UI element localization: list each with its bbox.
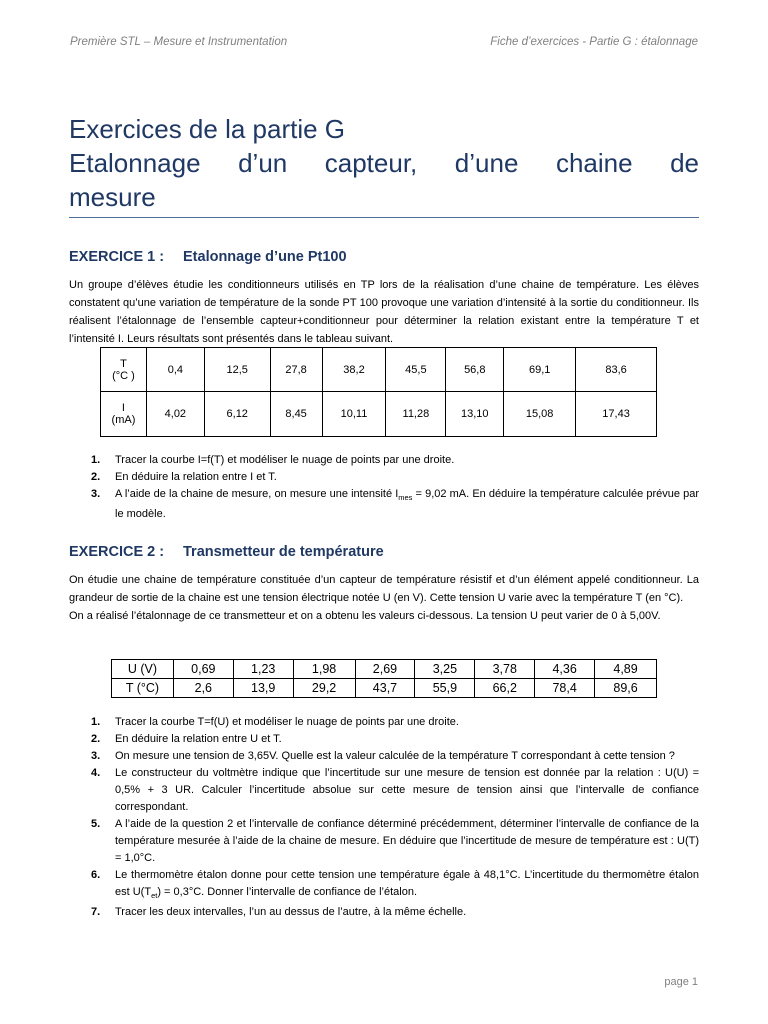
question-item: 5. A l’aide de la question 2 et l’intervalle de confiance déterminé précédemment, déterminer l’intervalle de confiance de la température mesurée à l’aide de la chaine de mesure. En déduire que l’incertitude de mesure de température est : U(T) = 1,0°C.	[91, 818, 699, 864]
table-row-temperature	[112, 679, 657, 698]
table-cell: 3,78	[475, 660, 535, 679]
page-title	[69, 112, 699, 214]
question-item: 1. Tracer la courbe T=f(U) et modéliser le nuage de points par une droite.	[91, 716, 459, 728]
table-cell: 66,2	[475, 679, 535, 698]
table-row-header: T (°C)	[112, 679, 174, 698]
table-cell: 13,10	[446, 392, 504, 437]
exercise-2-table	[111, 659, 657, 698]
exercise-2-intro-text-1: On étudie une chaine de température constituée d’un capteur de température résistif et d’un élément appelé conditionneur. La grandeur de sortie de la chaine est une tension électrique notée U (en V). Cette tension U varie avec la température T (en °C).	[69, 574, 699, 604]
header-right: Fiche d’exercices - Partie G : étalonnage	[490, 36, 698, 48]
page-number: page 1	[664, 976, 698, 988]
table-cell: 6,12	[204, 392, 270, 437]
question-item: 7. Tracer les deux intervalles, l’un au dessus de l’autre, à la même échelle.	[91, 906, 467, 919]
table-cell: 27,8	[270, 348, 322, 392]
question-item: 6. Le thermomètre étalon donne pour cette tension une température égale à 48,1°C. L’incertitude du thermomètre étalon est $U(T_{et}) = 0,3^\circ C$. Donner l’intervalle de confiance de l’étalon.	[91, 869, 699, 901]
header-left: Première STL – Mesure et Instrumentation	[70, 36, 288, 48]
table-row-header: I (mA)	[101, 392, 147, 437]
table-cell: 38,2	[322, 348, 386, 392]
question-item: 1. Tracer la courbe I=f(T) et modéliser le nuage de points par une droite.	[91, 454, 455, 466]
question-item: 3. On mesure une tension de 3,65V. Quelle est la valeur calculée de la température T correspondant à cette tension ?	[91, 750, 675, 762]
table-cell: 45,5	[386, 348, 446, 392]
table-cell: 1,98	[293, 660, 355, 679]
exercise-2-intro-text-2: On a réalisé l’étalonnage de ce transmetteur et on a obtenu les valeurs ci-dessous. La tension U peut varier de 0 à 5,00V.	[69, 610, 661, 622]
table-cell: 3,25	[415, 660, 475, 679]
table-row-tension	[112, 660, 657, 679]
question-item: 4. Le constructeur du voltmètre indique que l’incertitude sur une mesure de tension est donnée par la relation : U(U) = 0,5% + 3 UR. Calculer l’incertitude absolue sur cette mesure de tension ainsi que l’intervalle de confiance correspondant.	[91, 767, 699, 813]
exercise-1-title: Etalonnage d’une Pt100	[183, 249, 347, 265]
exercise-1-intro	[69, 276, 699, 348]
exercise-2-questions	[69, 714, 699, 921]
exercise-1-questions	[69, 452, 699, 523]
exercise-2-number: EXERCICE 2 :	[69, 544, 165, 560]
table-cell: 2,69	[355, 660, 415, 679]
table-cell: 83,6	[576, 348, 657, 392]
title-line-2: Etalonnage d’un capteur, d’une chaine de	[69, 148, 699, 178]
exercise-1-heading	[69, 249, 347, 265]
table-cell: 13,9	[233, 679, 293, 698]
table-cell: 17,43	[576, 392, 657, 437]
title-divider	[69, 217, 699, 218]
title-line-3: mesure	[69, 182, 156, 212]
table-cell: 11,28	[386, 392, 446, 437]
table-cell: 8,45	[270, 392, 322, 437]
exercise-2-title: Transmetteur de température	[183, 544, 384, 560]
table-row-header: T (°C )	[101, 348, 147, 392]
table-cell: 0,4	[146, 348, 204, 392]
table-cell: 10,11	[322, 392, 386, 437]
table-cell: 4,36	[535, 660, 595, 679]
exercise-1-number: EXERCICE 1 :	[69, 249, 165, 265]
table-cell: 89,6	[595, 679, 657, 698]
exercise-2-heading	[69, 544, 384, 560]
table-cell: 1,23	[233, 660, 293, 679]
table-cell: 12,5	[204, 348, 270, 392]
table-row-intensity	[101, 392, 657, 437]
title-line-1: Exercices de la partie G	[69, 114, 346, 144]
table-cell: 43,7	[355, 679, 415, 698]
table-row-header: U (V)	[112, 660, 174, 679]
running-header	[70, 36, 698, 48]
table-row-temperature	[101, 348, 657, 392]
table-cell: 15,08	[504, 392, 576, 437]
question-item: 2. En déduire la relation entre I et T.	[91, 471, 277, 483]
question-item: 2. En déduire la relation entre U et T.	[91, 733, 282, 745]
table-cell: 69,1	[504, 348, 576, 392]
exercise-1-intro-text: Un groupe d’élèves étudie les conditionneurs utilisés en TP lors de la réalisation d’une chaine de température. Les élèves constatent qu’une variation de température de la sonde PT 100 provoque une variation d’intensité à la sortie du conditionneur. Ils réalisent l’étalonnage de l’ensemble capteur+conditionneur pour déterminer la relation existant entre la température T et l’intensité I. Leurs résultats sont présentés dans le tableau suivant.	[69, 279, 699, 345]
table-cell: 2,6	[173, 679, 233, 698]
table-cell: 55,9	[415, 679, 475, 698]
exercise-2-intro	[69, 571, 699, 625]
table-cell: 0,69	[173, 660, 233, 679]
table-cell: 4,89	[595, 660, 657, 679]
table-cell: 29,2	[293, 679, 355, 698]
question-item: 3. A l’aide de la chaine de mesure, on mesure une intensité $I_{mes} = 9,02$ mA. En déduire la température calculée prévue par le modèle.	[91, 488, 699, 521]
exercise-1-table	[100, 347, 657, 437]
table-cell: 78,4	[535, 679, 595, 698]
table-cell: 4,02	[146, 392, 204, 437]
table-cell: 56,8	[446, 348, 504, 392]
